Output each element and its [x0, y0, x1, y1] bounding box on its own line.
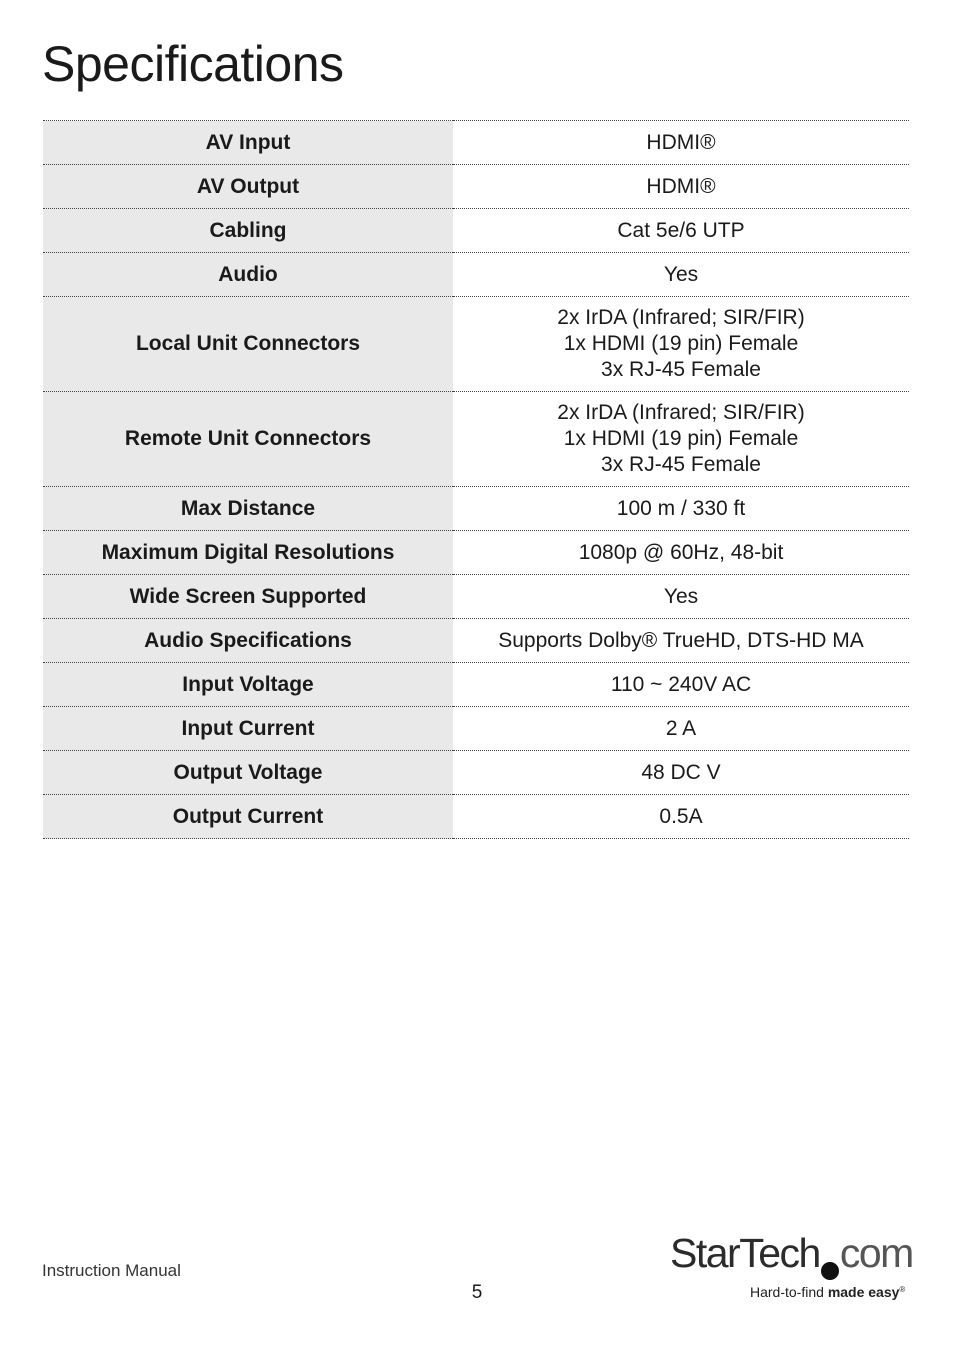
spec-label: Local Unit Connectors	[43, 297, 453, 392]
spec-value-line: 1080p @ 60Hz, 48-bit	[578, 540, 784, 564]
spec-value	[453, 575, 909, 619]
spec-value-line: 48 DC V	[641, 760, 721, 784]
spec-row	[43, 751, 909, 795]
spec-row	[43, 795, 909, 839]
spec-row	[43, 392, 909, 487]
spec-value	[453, 795, 909, 839]
logo-brand-right: com	[839, 1230, 913, 1276]
page-title: Specifications	[42, 36, 344, 92]
spec-label: Output Current	[43, 795, 453, 839]
spec-value	[453, 487, 909, 531]
logo-brand-left: StarTech	[670, 1230, 820, 1276]
logo-tagline-mark: ®	[899, 1285, 906, 1294]
spec-value	[453, 209, 909, 253]
spec-value	[453, 121, 909, 165]
spec-value-line: 100 m / 330 ft	[616, 496, 746, 520]
spec-value	[453, 751, 909, 795]
spec-label: Maximum Digital Resolutions	[43, 531, 453, 575]
logo-wordmark	[670, 1230, 913, 1280]
spec-row	[43, 663, 909, 707]
spec-value	[453, 165, 909, 209]
spec-label: Input Voltage	[43, 663, 453, 707]
spec-value-line: HDMI®	[646, 174, 716, 198]
spec-label: Wide Screen Supported	[43, 575, 453, 619]
spec-label: Input Current	[43, 707, 453, 751]
spec-value	[453, 392, 909, 487]
spec-value-line: 3x RJ-45 Female	[601, 358, 761, 381]
spec-value-line: 0.5A	[659, 804, 703, 828]
spec-value	[453, 663, 909, 707]
spec-row	[43, 253, 909, 297]
spec-value-line: Cat 5e/6 UTP	[617, 218, 745, 242]
spec-value-line: 2x IrDA (Infrared; SIR/FIR)	[557, 306, 805, 329]
spec-row	[43, 487, 909, 531]
spec-label: Max Distance	[43, 487, 453, 531]
spec-value-line: Yes	[663, 584, 699, 608]
spec-value-line: 110 ~ 240V AC	[610, 672, 752, 696]
spec-row	[43, 575, 909, 619]
logo-tagline	[750, 1284, 905, 1300]
spec-row	[43, 209, 909, 253]
spec-value-line: Yes	[663, 262, 699, 286]
startech-logo	[670, 1230, 913, 1305]
spec-value-line: 2x IrDA (Infrared; SIR/FIR)	[557, 401, 805, 424]
spec-label: Cabling	[43, 209, 453, 253]
spec-row	[43, 297, 909, 392]
logo-tagline-plain: Hard-to-find	[750, 1284, 828, 1300]
spec-row	[43, 707, 909, 751]
spec-label: AV Output	[43, 165, 453, 209]
specifications-table-body	[43, 121, 909, 839]
spec-row	[43, 121, 909, 165]
spec-value-line: 1x HDMI (19 pin) Female	[563, 427, 799, 450]
page-number: 5	[471, 1282, 483, 1303]
spec-value	[453, 707, 909, 751]
spec-value-line: Supports Dolby® TrueHD, DTS-HD MA	[498, 628, 864, 652]
spec-label: Audio Specifications	[43, 619, 453, 663]
spec-label: Remote Unit Connectors	[43, 392, 453, 487]
spec-label: AV Input	[43, 121, 453, 165]
spec-value-line: 1x HDMI (19 pin) Female	[563, 332, 799, 355]
spec-value-line: HDMI®	[646, 130, 716, 154]
spec-value	[453, 531, 909, 575]
logo-dot-icon	[821, 1262, 839, 1280]
spec-label: Audio	[43, 253, 453, 297]
spec-row	[43, 531, 909, 575]
spec-value	[453, 297, 909, 392]
logo-tagline-bold: made easy	[827, 1284, 900, 1300]
spec-row	[43, 619, 909, 663]
spec-label: Output Voltage	[43, 751, 453, 795]
spec-value-line: 2 A	[665, 716, 697, 740]
spec-value	[453, 619, 909, 663]
spec-value-line: 3x RJ-45 Female	[601, 453, 761, 476]
spec-row	[43, 165, 909, 209]
footer-document-label: Instruction Manual	[42, 1261, 181, 1280]
specifications-table	[43, 120, 909, 839]
spec-value	[453, 253, 909, 297]
